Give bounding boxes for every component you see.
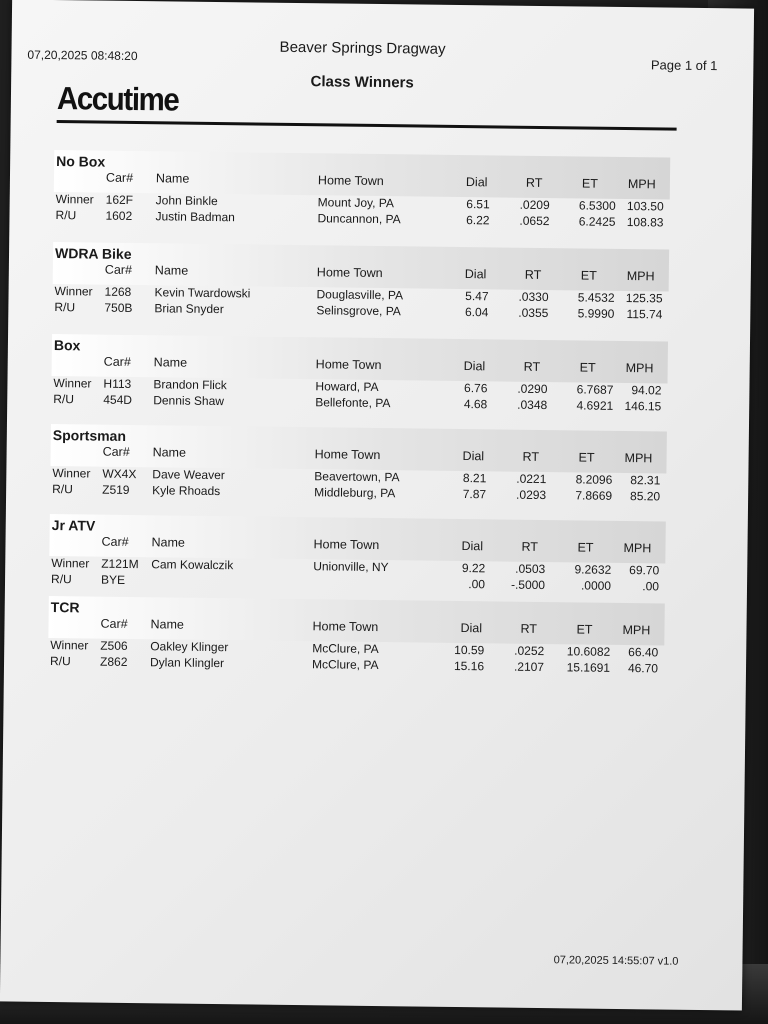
column-header-rt: RT [522, 449, 540, 464]
cell-dial: 6.04 [464, 305, 489, 320]
cell-name: Oakley Klinger [150, 639, 229, 655]
cell-town: Duncannon, PA [317, 211, 401, 227]
cell-pos: Winner [54, 284, 93, 299]
column-header-name: Name [152, 445, 187, 460]
column-header-et: ET [581, 176, 599, 191]
cell-town: Howard, PA [315, 379, 379, 395]
cell-car: 454D [103, 392, 133, 407]
cell-pos: R/U [55, 208, 77, 223]
cell-car: 750B [104, 300, 133, 315]
column-header-home-town: Home Town [315, 357, 382, 373]
cell-rt: .0348 [517, 397, 548, 413]
class-section [52, 242, 669, 330]
class-section [50, 424, 667, 512]
column-header-mph: MPH [622, 623, 651, 638]
column-header-mph: MPH [623, 541, 652, 556]
column-header-mph: MPH [625, 361, 654, 376]
column-header-car: Car# [104, 262, 133, 277]
column-header-et: ET [577, 540, 594, 555]
cell-rt: .0293 [516, 487, 547, 503]
class-name: TCR [50, 599, 80, 616]
column-header-et: ET [579, 360, 596, 375]
column-header-rt: RT [525, 175, 543, 190]
cell-mph: 103.50 [626, 199, 664, 214]
cell-pos: R/U [54, 300, 76, 315]
cell-et: 6.5300 [578, 198, 616, 213]
column-header-rt: RT [524, 267, 542, 282]
cell-pos: Winner [53, 376, 92, 391]
cell-pos: Winner [51, 556, 90, 571]
cell-et: 4.6921 [576, 398, 614, 413]
column-header-home-town: Home Town [312, 619, 379, 635]
column-header-et: ET [580, 268, 597, 283]
column-header-car: Car# [100, 616, 128, 631]
venue-title: Beaver Springs Dragway [279, 38, 446, 58]
column-header-name: Name [150, 617, 184, 632]
cell-rt: .2107 [513, 659, 545, 675]
cell-mph: 82.31 [630, 473, 661, 488]
column-header-mph: MPH [626, 269, 655, 284]
cell-name: Kevin Twardowski [154, 285, 251, 301]
cell-name: Dylan Klingler [149, 655, 225, 671]
cell-car: Z506 [100, 638, 128, 653]
column-header-dial: Dial [465, 175, 488, 190]
cell-dial: 4.68 [463, 397, 488, 412]
cell-car: 1602 [105, 208, 133, 223]
cell-car: Z121M [101, 556, 139, 572]
cell-mph: .00 [642, 579, 660, 594]
cell-name: Justin Badman [155, 209, 235, 225]
cell-town: Beavertown, PA [314, 469, 400, 485]
cell-name: Brian Snyder [154, 301, 224, 317]
accutime-logo: Accutime [56, 80, 179, 118]
cell-dial: 8.21 [462, 471, 487, 486]
cell-name: Dennis Shaw [153, 393, 225, 409]
cell-car: BYE [100, 572, 126, 587]
cell-rt: .0330 [518, 289, 549, 305]
column-header-mph: MPH [624, 451, 653, 466]
class-section [51, 334, 668, 422]
cell-pos: R/U [52, 482, 73, 497]
header-rule [57, 120, 677, 131]
column-header-dial: Dial [462, 449, 485, 464]
cell-dial: 7.87 [462, 487, 487, 502]
column-header-dial: Dial [461, 539, 484, 554]
column-header-car: Car# [102, 444, 130, 459]
cell-town: Bellefonte, PA [315, 395, 391, 411]
cell-pos: Winner [50, 638, 89, 653]
cell-et: 5.4532 [577, 290, 615, 305]
cell-car: 162F [105, 192, 134, 207]
cell-mph: 125.35 [625, 291, 663, 306]
cell-car: H113 [103, 376, 132, 391]
column-header-name: Name [151, 535, 185, 550]
column-header-home-town: Home Town [316, 265, 383, 281]
cell-town: Douglasville, PA [316, 287, 404, 303]
cell-mph: 66.40 [628, 645, 659, 660]
cell-pos: R/U [49, 654, 71, 669]
cell-pos: R/U [50, 572, 72, 587]
cell-et: 5.9990 [577, 306, 615, 321]
class-section [53, 150, 670, 238]
column-header-dial: Dial [464, 267, 487, 282]
cell-mph: 85.20 [630, 489, 661, 504]
cell-et: 7.8669 [575, 488, 613, 503]
column-header-home-town: Home Town [313, 537, 380, 553]
column-header-et: ET [576, 622, 593, 637]
cell-et: .0000 [580, 578, 612, 593]
cell-mph: 46.70 [627, 661, 659, 676]
column-header-car: Car# [105, 170, 134, 185]
page-number: Page 1 of 1 [650, 57, 718, 74]
column-header-et: ET [578, 450, 595, 465]
cell-dial: 5.47 [465, 289, 489, 304]
cell-name: Brandon Flick [153, 377, 227, 393]
cell-town: Selinsgrove, PA [316, 303, 401, 319]
cell-pos: Winner [52, 466, 91, 481]
cell-et: 10.6082 [566, 644, 611, 659]
column-header-home-town: Home Town [314, 447, 381, 463]
cell-mph: 69.70 [629, 563, 660, 578]
cell-rt: .0252 [514, 643, 545, 659]
print-timestamp: 07,20,2025 08:48:20 [27, 47, 138, 64]
cell-mph: 108.83 [626, 215, 664, 230]
cell-dial: .00 [468, 577, 486, 592]
column-header-name: Name [154, 263, 189, 278]
cell-dial: 15.16 [453, 658, 485, 674]
class-name: WDRA Bike [54, 245, 132, 262]
cell-town: Middleburg, PA [314, 485, 396, 501]
column-header-name: Name [155, 171, 190, 186]
class-name: No Box [56, 153, 106, 170]
cell-et: 6.2425 [578, 214, 616, 229]
cell-town: Unionville, NY [313, 559, 389, 575]
cell-dial: 6.51 [466, 197, 490, 212]
cell-dial: 6.22 [466, 213, 490, 228]
column-header-dial: Dial [460, 621, 483, 636]
cell-pos: Winner [55, 192, 94, 207]
cell-pos: R/U [53, 392, 75, 407]
cell-town: McClure, PA [311, 657, 379, 673]
cell-mph: 146.15 [624, 399, 662, 414]
cell-name: Kyle Rhoads [152, 483, 221, 499]
cell-mph: 94.02 [631, 383, 662, 398]
cell-car: Z519 [102, 482, 130, 497]
cell-car: 1268 [104, 284, 132, 299]
cell-et: 9.2632 [574, 562, 612, 577]
cell-dial: 9.22 [461, 561, 486, 576]
class-section [48, 596, 665, 684]
column-header-car: Car# [101, 534, 129, 549]
cell-name: Cam Kowalczik [151, 557, 234, 573]
cell-car: WX4X [102, 466, 137, 482]
class-name: Box [53, 337, 81, 354]
cell-rt: .0355 [518, 305, 549, 321]
column-header-name: Name [153, 355, 188, 370]
column-header-dial: Dial [463, 359, 486, 374]
cell-rt: .0652 [519, 213, 550, 229]
column-header-home-town: Home Town [317, 173, 384, 189]
column-header-rt: RT [521, 539, 539, 554]
cell-rt: .0209 [519, 197, 550, 213]
cell-town: Mount Joy, PA [317, 195, 395, 211]
cell-name: Dave Weaver [152, 467, 225, 483]
class-name: Sportsman [52, 427, 127, 444]
class-name: Jr ATV [51, 517, 96, 534]
cell-rt: .0221 [516, 471, 547, 487]
cell-mph: 115.74 [626, 307, 663, 322]
cell-name: John Binkle [155, 193, 218, 209]
cell-et: 8.2096 [575, 472, 613, 487]
cell-rt: .0503 [515, 561, 546, 577]
cell-dial: 10.59 [454, 642, 485, 658]
cell-dial: 6.76 [463, 381, 488, 396]
column-header-rt: RT [520, 621, 538, 636]
column-header-mph: MPH [627, 177, 656, 192]
cell-rt: .0290 [517, 381, 548, 397]
report-title: Class Winners [310, 73, 414, 92]
cell-et: 15.1691 [566, 660, 611, 675]
cell-et: 6.7687 [576, 382, 614, 397]
cell-car: Z862 [99, 654, 128, 669]
class-section [49, 514, 666, 602]
column-header-car: Car# [103, 354, 131, 369]
column-header-rt: RT [523, 359, 541, 374]
footer-timestamp: 07,20,2025 14:55:07 v1.0 [553, 954, 679, 968]
cell-rt: -.5000 [510, 577, 546, 593]
cell-town: McClure, PA [312, 641, 379, 657]
